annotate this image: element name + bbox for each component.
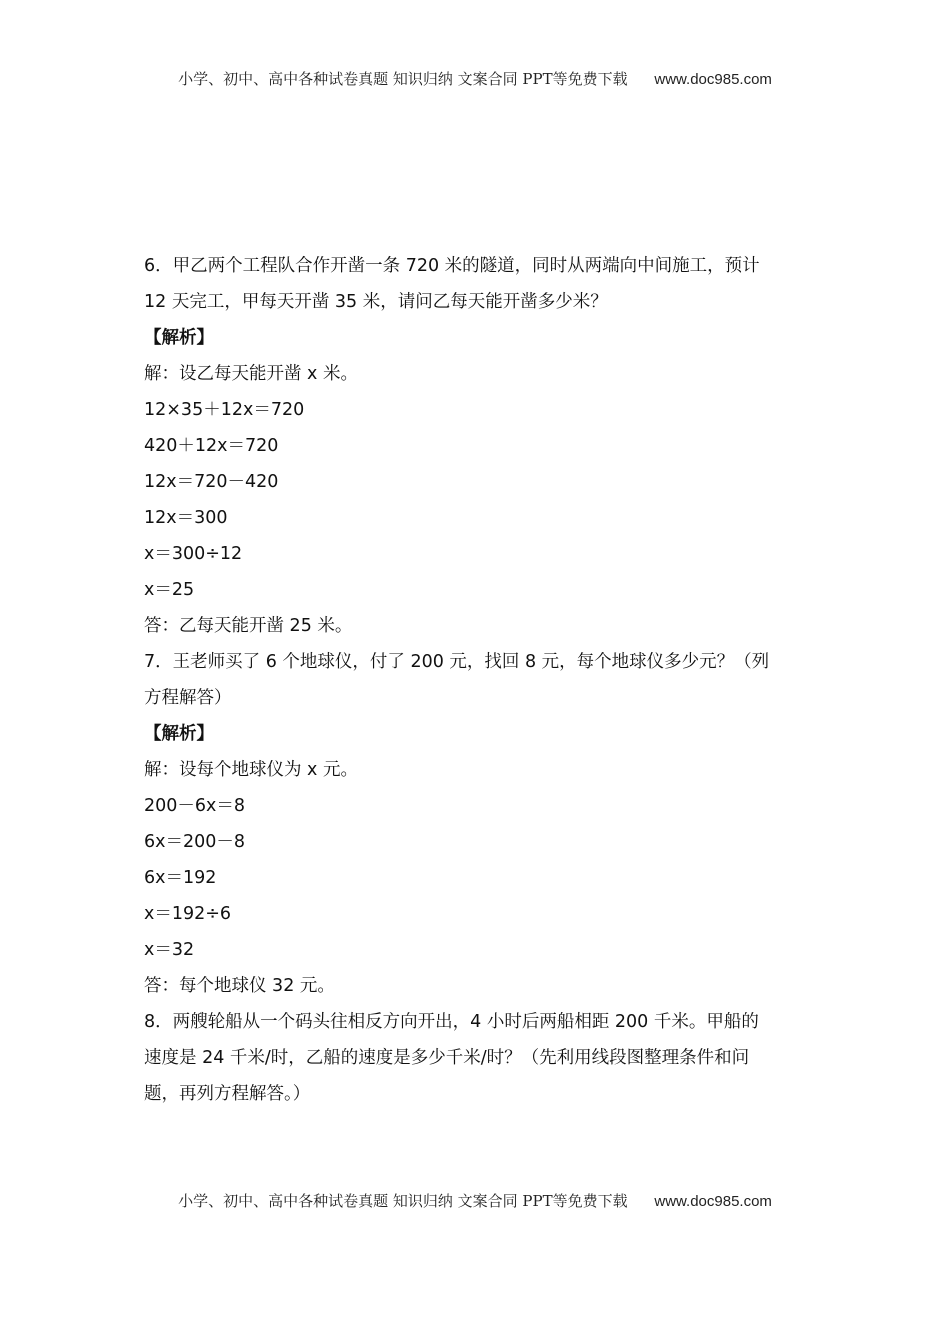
q8-line2: 速度是 24 千米/时，乙船的速度是多少千米/时？（先利用线段图整理条件和问 xyxy=(144,1048,750,1068)
header-text: 小学、初中、高中各种试卷真题 知识归纳 文案合同 PPT等免费下载 xyxy=(178,70,628,88)
q7-solution: 解：设每个地球仪为 x 元。 xyxy=(144,760,358,780)
q6-step: 12x＝720－420 xyxy=(144,472,279,492)
page-header xyxy=(0,68,950,89)
q6-step: x＝25 xyxy=(144,580,195,600)
q6-step: 420＋12x＝720 xyxy=(144,436,279,456)
q6-line2: 12 天完工，甲每天开凿 35 米，请问乙每天能开凿多少米？ xyxy=(144,292,608,312)
footer-url[interactable]: www.doc985.com xyxy=(654,1193,772,1210)
q7-step: 6x＝192 xyxy=(144,868,217,888)
q6-answer: 答：乙每天能开凿 25 米。 xyxy=(144,616,353,636)
q6-step: 12x＝300 xyxy=(144,508,228,528)
q7-step: x＝192÷6 xyxy=(144,904,232,924)
document-body xyxy=(144,248,808,1112)
q7-line2: 方程解答） xyxy=(144,688,232,708)
q8-line1: 8．两艘轮船从一个码头往相反方向开出，4 小时后两船相距 200 千米。甲船的 xyxy=(144,1012,759,1032)
q7-analysis-heading: 【解析】 xyxy=(144,724,214,744)
q7-step: 200－6x＝8 xyxy=(144,796,246,816)
q6-solution: 解：设乙每天能开凿 x 米。 xyxy=(144,364,358,384)
q6-step: x＝300÷12 xyxy=(144,544,243,564)
footer-text: 小学、初中、高中各种试卷真题 知识归纳 文案合同 PPT等免费下载 xyxy=(178,1192,628,1210)
q6-line1: 6．甲乙两个工程队合作开凿一条 720 米的隧道，同时从两端向中间施工，预计 xyxy=(144,256,760,276)
header-url[interactable]: www.doc985.com xyxy=(654,71,772,88)
page-footer xyxy=(0,1190,950,1211)
q8-line3: 题，再列方程解答。） xyxy=(144,1084,311,1104)
q7-step: x＝32 xyxy=(144,940,195,960)
q6-step: 12×35＋12x＝720 xyxy=(144,400,305,420)
q7-answer: 答：每个地球仪 32 元。 xyxy=(144,976,335,996)
q7-step: 6x＝200－8 xyxy=(144,832,246,852)
q7-line1: 7．王老师买了 6 个地球仪，付了 200 元，找回 8 元，每个地球仪多少元？（列 xyxy=(144,652,770,672)
q6-analysis-heading: 【解析】 xyxy=(144,328,214,348)
